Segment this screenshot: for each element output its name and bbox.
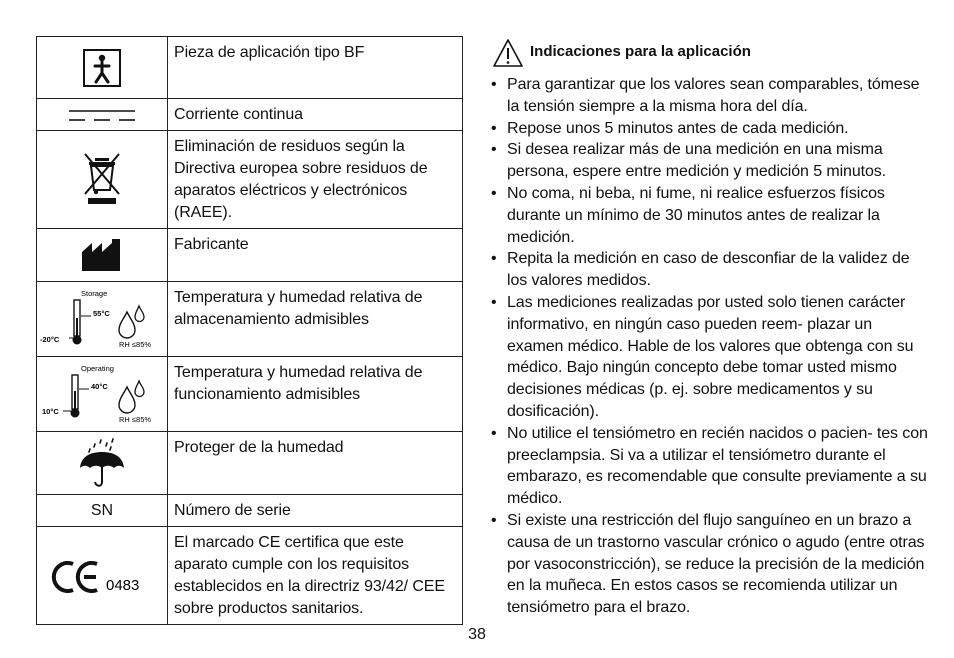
- list-item: • Repita la medición en caso de desconfiar de la validez de los valores medidos.: [490, 248, 930, 292]
- storage-label: Storage: [81, 289, 108, 298]
- list-item: • Para garantizar que los valores sean comparables, tómese la tensión siempre a la misma hora del día.: [490, 74, 930, 118]
- list-item: • Reposе unos 5 minutos antes de cada medición.: [490, 118, 930, 140]
- table-row: [37, 99, 463, 131]
- indications-heading-row: [490, 38, 930, 74]
- operating-high-temp: 40°C: [91, 382, 108, 391]
- symbol-cell: [37, 357, 168, 432]
- list-item: • No utilice el tensiómetro en recién nacidos o pacien- tes con preeclampsia. Si va a utilizar el tensiómetro durante el embarazo, es recomendable que consulte previamente a su médico.: [490, 423, 930, 510]
- list-item: • Si desea realizar más de una medición en una misma persona, espere entre medición y medición 5 minutos.: [490, 139, 930, 183]
- operating-low-temp: 10°C: [42, 407, 59, 416]
- symbol-cell: [37, 282, 168, 357]
- symbol-description: El marcado CE certifica que este aparato cumple con los requisitos establecidos en la directriz 93/42/ CEE sobre productos sanitarios.: [168, 527, 463, 625]
- operating-label: Operating: [81, 364, 114, 373]
- table-row: [37, 37, 463, 99]
- symbol-description: Corriente continua: [168, 99, 463, 131]
- symbol-cell: [37, 99, 168, 131]
- indications-section: [490, 38, 930, 619]
- table-row: [37, 432, 463, 495]
- direct-current-icon: [67, 106, 137, 124]
- table-row: [37, 131, 463, 229]
- indications-heading: Indicaciones para la aplicación: [530, 43, 751, 60]
- list-item: • Las mediciones realizadas por usted solo tienen carácter informativo, en ningún caso pueden reem- plazar un examen médico. Hable de los valores que obtenga con su médico. Bajo ningún concepto debe tomar usted mismo decisiones médicas (p. ej. sobre medicamentos y su dosificación).: [490, 292, 930, 423]
- indications-list: [490, 74, 930, 619]
- symbol-description: Temperatura y humedad relativa de almacenamiento admisibles: [168, 282, 463, 357]
- weee-crossed-bin-icon: [82, 152, 122, 208]
- operating-conditions-icon: [39, 361, 165, 427]
- list-item: • No coma, ni beba, ni fume, ni realice esfuerzos físicos durante un mínimo de 30 minutos antes de realizar la medición.: [490, 183, 930, 248]
- storage-conditions-icon: [39, 286, 165, 352]
- table-row: [37, 357, 463, 432]
- symbol-cell: [37, 432, 168, 495]
- table-row: [37, 495, 463, 527]
- symbol-description: Temperatura y humedad relativa de funcionamiento admisibles: [168, 357, 463, 432]
- serial-number-symbol: SN: [90, 501, 114, 519]
- symbol-cell: [37, 229, 168, 282]
- list-item: • Si existe una restricción del flujo sanguíneo en un brazo a causa de un trastorno vascular crónico o agudo (entre otras por vasoconstricción), se reduce la precisión de la medición en la muñeca. En estos casos se recomienda utilizar un tensiómetro para el brazo.: [490, 510, 930, 619]
- storage-rh: RH ≤85%: [119, 340, 152, 349]
- page-number: 38: [468, 626, 486, 643]
- warning-triangle-icon: [492, 38, 524, 68]
- manufacturer-icon: [80, 238, 124, 272]
- table-row: [37, 229, 463, 282]
- symbol-description: Eliminación de residuos según la Directiva europea sobre residuos de aparatos eléctricos y electrónicos (RAEE).: [168, 131, 463, 229]
- ce-mark-icon: [46, 556, 158, 596]
- operating-rh: RH ≤85%: [119, 415, 152, 424]
- symbol-cell: [37, 495, 168, 527]
- symbol-cell: [37, 527, 168, 625]
- symbol-description: Proteger de la humedad: [168, 432, 463, 495]
- symbols-table: [36, 36, 463, 625]
- bf-applied-part-icon: [82, 48, 122, 88]
- keep-dry-umbrella-icon: [77, 436, 127, 490]
- symbol-description: Fabricante: [168, 229, 463, 282]
- storage-low-temp: -20°C: [40, 335, 60, 344]
- table-row: [37, 527, 463, 625]
- symbol-description: Pieza de aplicación tipo BF: [168, 37, 463, 99]
- ce-notified-body-number: 0483: [106, 576, 140, 594]
- table-row: [37, 282, 463, 357]
- storage-high-temp: 55°C: [93, 309, 110, 318]
- symbol-cell: [37, 37, 168, 99]
- symbol-cell: [37, 131, 168, 229]
- symbol-description: Número de serie: [168, 495, 463, 527]
